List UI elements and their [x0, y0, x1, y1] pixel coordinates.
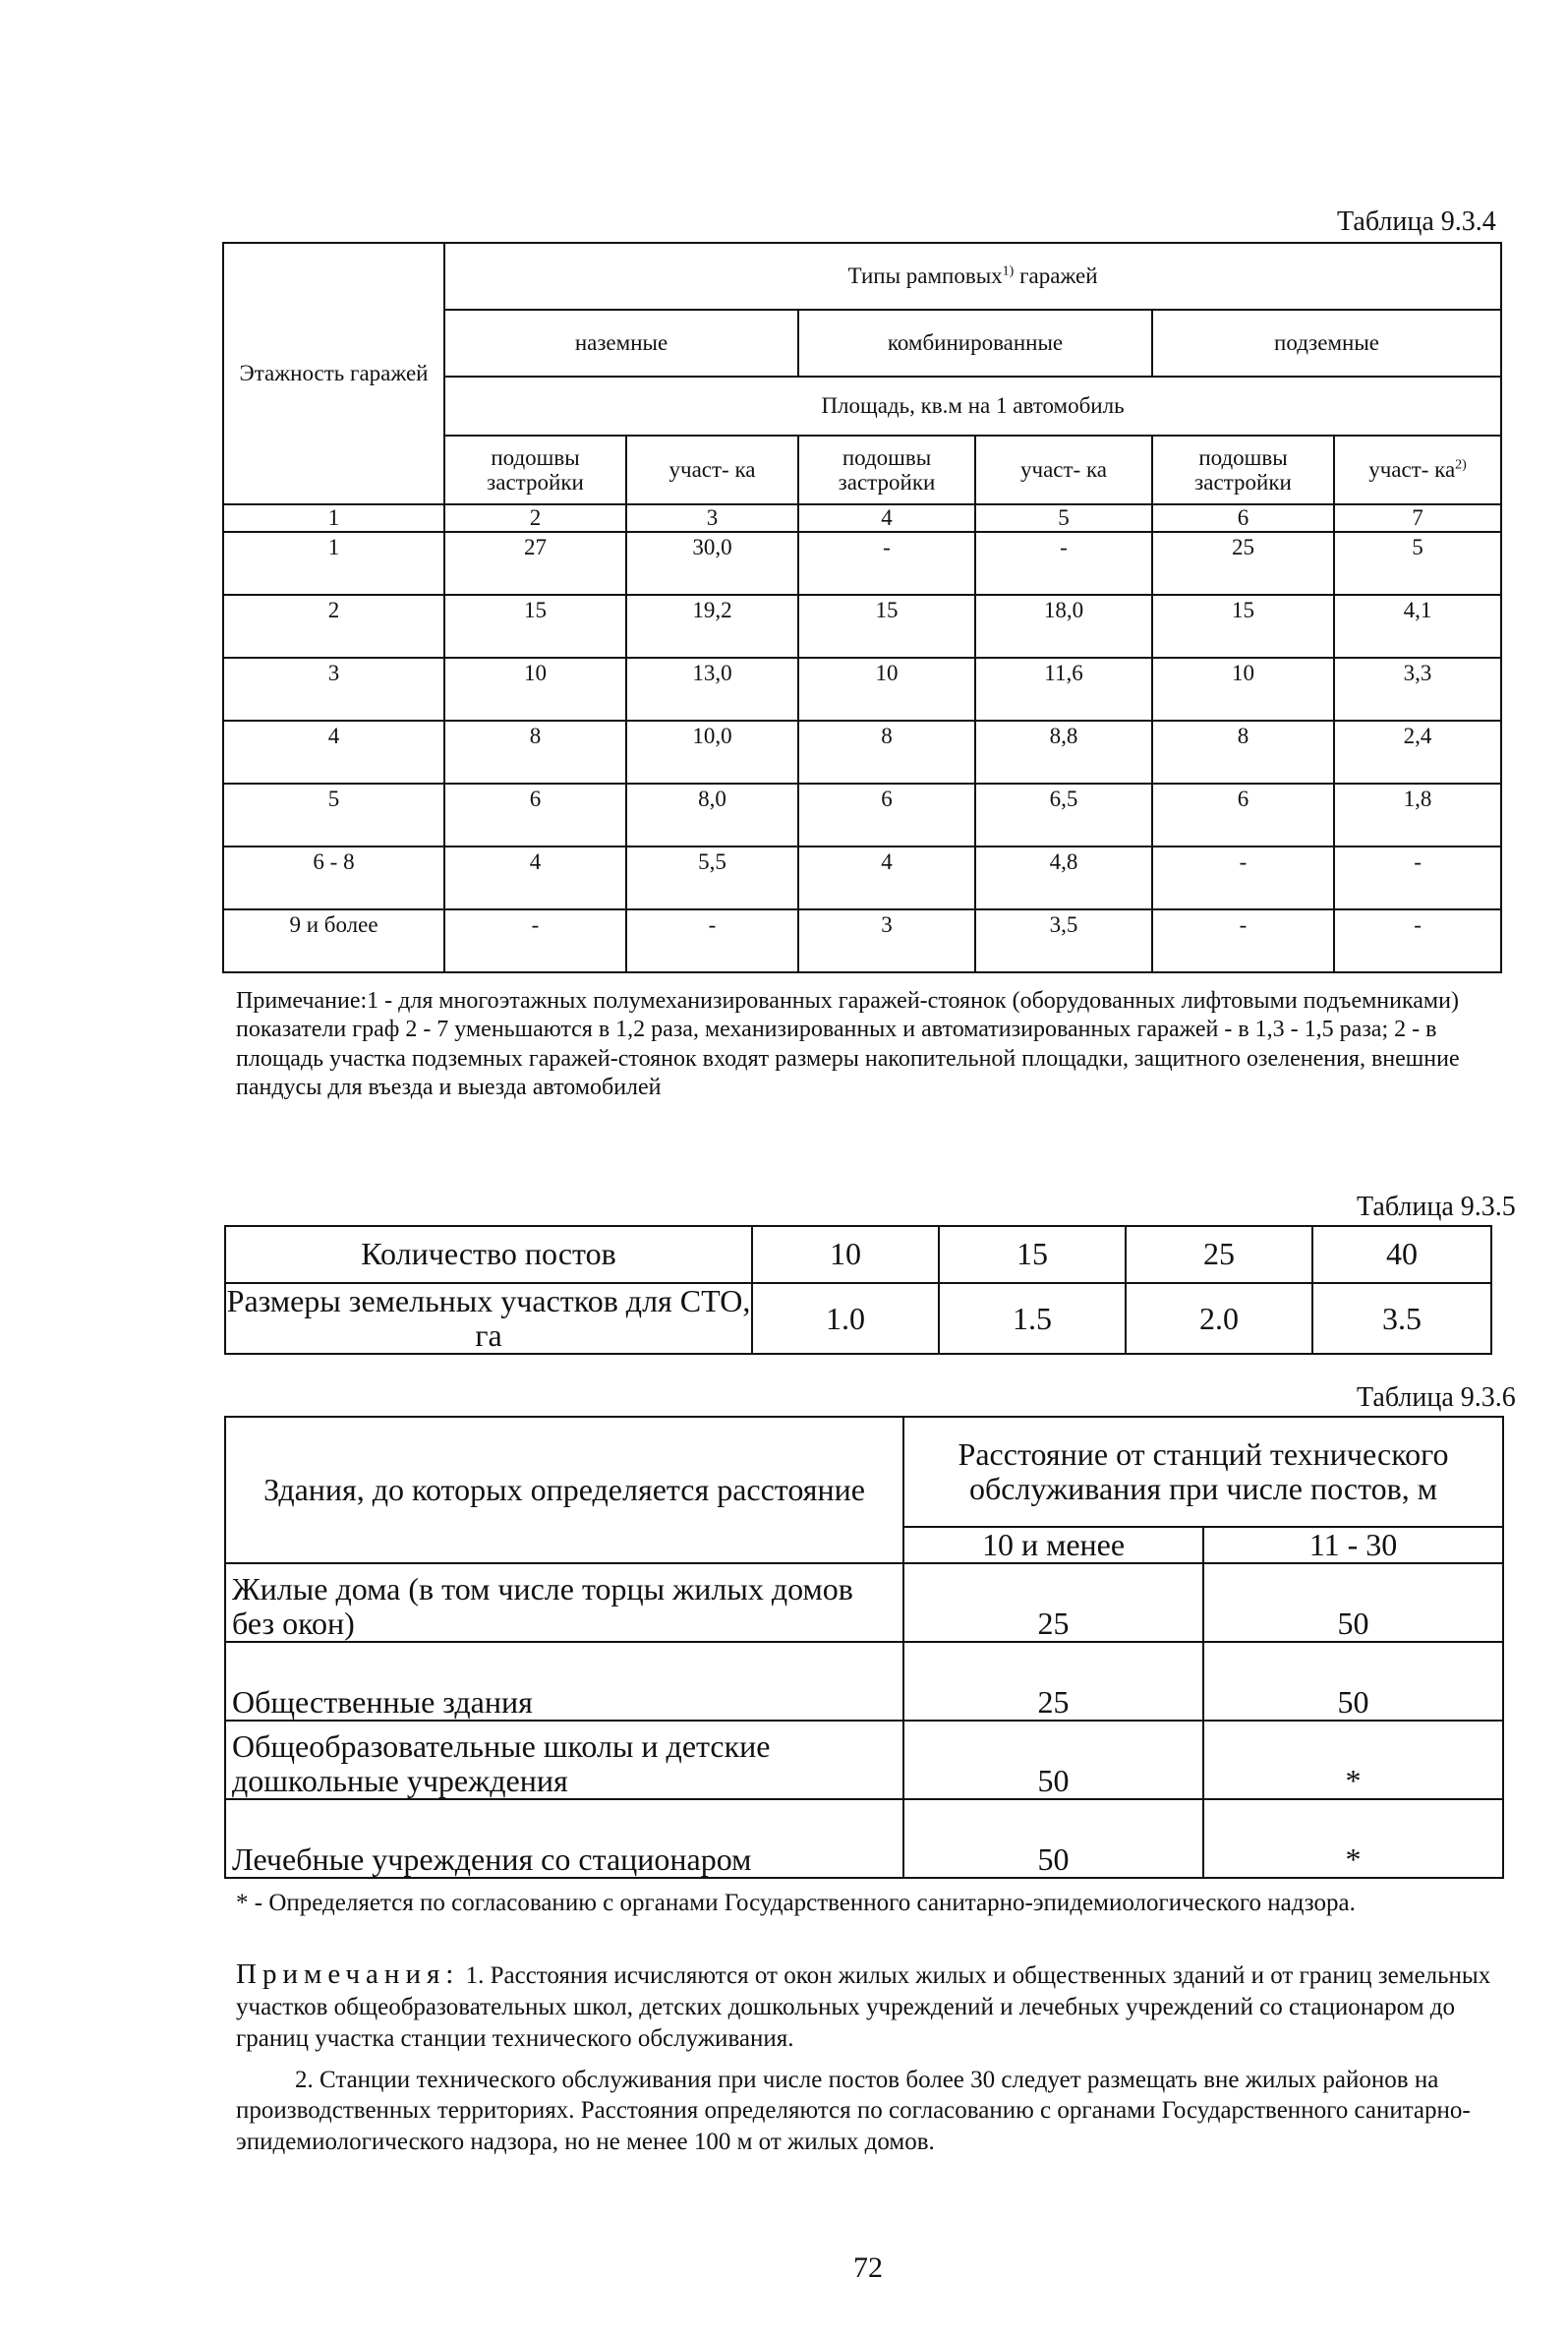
page-number: 72: [853, 2251, 883, 2284]
table-9-3-5: [224, 1225, 1492, 1355]
area-cell: 4,1: [1334, 595, 1501, 658]
area-cell: 10,0: [626, 721, 798, 784]
area-cell: 3: [798, 909, 975, 972]
area-cell: 6: [444, 784, 626, 847]
area-cell: 15: [1152, 595, 1334, 658]
table-row: [223, 847, 1501, 909]
area-cell: 13,0: [626, 658, 798, 721]
area-cell: 10: [1152, 658, 1334, 721]
table3-note1: [236, 1956, 1534, 2054]
ramp-types-tail: гаражей: [1019, 263, 1098, 289]
posts-count-value: 40: [1312, 1226, 1491, 1283]
area-cell: 4,8: [975, 847, 1152, 909]
area-cell: 1,8: [1334, 784, 1501, 847]
area-cell: 18,0: [975, 595, 1152, 658]
area-cell: 8,0: [626, 784, 798, 847]
note1-text: 1. Расстояния исчисляются от окон жилых жилых и общественных зданий и от границ земельных участков общеобразовательных школ, детских дошкольных учреждений и лечебных учреждений со стационаром до границ участка станции технического обслуживания.: [236, 1962, 1491, 2052]
area-cell: -: [1152, 847, 1334, 909]
column-number: 3: [626, 504, 798, 532]
notes-label: Примечания:: [236, 1958, 460, 1990]
storeys-cell: 9 и более: [223, 909, 444, 972]
distance-value: *: [1203, 1799, 1503, 1878]
area-cell: -: [626, 909, 798, 972]
table-row: [223, 532, 1501, 595]
table-row: [223, 909, 1501, 972]
table-row: [223, 721, 1501, 784]
table3-caption: Таблица 9.3.6: [1357, 1382, 1516, 1413]
table1-caption: Таблица 9.3.4: [1337, 206, 1496, 237]
distance-value: 50: [903, 1799, 1203, 1878]
sub-header-sup: 2): [1455, 457, 1467, 473]
area-cell: 25: [1152, 532, 1334, 595]
area-cell: -: [1334, 909, 1501, 972]
area-cell: 3,5: [975, 909, 1152, 972]
area-cell: -: [975, 532, 1152, 595]
storeys-cell: 4: [223, 721, 444, 784]
posts-count-value: 25: [1126, 1226, 1312, 1283]
column-number: 7: [1334, 504, 1501, 532]
table2-caption: Таблица 9.3.5: [1357, 1192, 1516, 1222]
table-9-3-6: [224, 1416, 1504, 1879]
column-number: 5: [975, 504, 1152, 532]
area-cell: -: [444, 909, 626, 972]
posts-count-value: 10: [752, 1226, 939, 1283]
area-cell: 8: [444, 721, 626, 784]
area-cell: -: [1334, 847, 1501, 909]
storeys-cell: 3: [223, 658, 444, 721]
plot-size-value: 1.5: [939, 1283, 1126, 1354]
buildings-header: Здания, до которых определяется расстояние: [225, 1417, 903, 1563]
distance-header: Расстояние от станций технического обслуживания при числе постов, м: [903, 1417, 1503, 1527]
table-row: [223, 658, 1501, 721]
sub-header: участ- ка: [626, 436, 798, 504]
column-number: 1: [223, 504, 444, 532]
area-cell: 27: [444, 532, 626, 595]
type-combined: комбинированные: [798, 310, 1152, 377]
distance-value: 25: [903, 1563, 1203, 1642]
ramp-types-label: Типы рамповых: [847, 263, 1003, 289]
sub-header: участ- ка: [975, 436, 1152, 504]
area-header: Площадь, кв.м на 1 автомобиль: [444, 377, 1501, 436]
area-cell: 5: [1334, 532, 1501, 595]
area-cell: 30,0: [626, 532, 798, 595]
table-9-3-4: [222, 242, 1502, 973]
sub-header-text: участ- ка: [1368, 457, 1456, 483]
area-cell: 11,6: [975, 658, 1152, 721]
column-number: 6: [1152, 504, 1334, 532]
area-cell: -: [798, 532, 975, 595]
area-cell: 4: [798, 847, 975, 909]
area-cell: 2,4: [1334, 721, 1501, 784]
table3-note2: 2. Станции технического обслуживания при числе постов более 30 следует размещать вне жилых районов на производственных территориях. Расстояния определяются по согласованию с органами Государственного санитарно-эпидемиологического надзора, но не менее 100 м от жилых домов.: [236, 2067, 1471, 2155]
posts-10-or-less-header: 10 и менее: [903, 1527, 1203, 1563]
area-cell: 8,8: [975, 721, 1152, 784]
sub-header: подошвы застройки: [798, 436, 975, 504]
table-row: [223, 595, 1501, 658]
type-underground: подземные: [1152, 310, 1501, 377]
area-cell: 10: [798, 658, 975, 721]
plot-size-value: 1.0: [752, 1283, 939, 1354]
column-number: 4: [798, 504, 975, 532]
storeys-cell: 5: [223, 784, 444, 847]
storeys-cell: 1: [223, 532, 444, 595]
distance-value: 50: [1203, 1563, 1503, 1642]
plot-size-value: 3.5: [1312, 1283, 1491, 1354]
storeys-cell: 2: [223, 595, 444, 658]
sub-header: подошвы застройки: [1152, 436, 1334, 504]
sub-header: подошвы застройки: [444, 436, 626, 504]
building-row-label: Общественные здания: [225, 1642, 903, 1721]
table-row: [223, 784, 1501, 847]
distance-value: 25: [903, 1642, 1203, 1721]
area-cell: 15: [798, 595, 975, 658]
area-cell: 4: [444, 847, 626, 909]
area-cell: 10: [444, 658, 626, 721]
table1-note: Примечание:1 - для многоэтажных полумеханизированных гаражей-стоянок (оборудованных лифтовыми подъемниками) показатели граф 2 - 7 уменьшаются в 1,2 раза, механизированных и автоматизированных гаражей - в 1,3 - 1,5 раза; 2 - в площадь участка подземных гаражей-стоянок входят размеры накопительной площадки, защитного озеленения, внешние пандусы для въезда и выезда автомобилей: [236, 988, 1460, 1100]
distance-value: 50: [1203, 1642, 1503, 1721]
area-cell: 19,2: [626, 595, 798, 658]
area-cell: 5,5: [626, 847, 798, 909]
type-ground: наземные: [444, 310, 798, 377]
building-row-label: Общеобразовательные школы и детские дошкольные учреждения: [225, 1721, 903, 1799]
sub-header: [1334, 436, 1501, 504]
building-row-label: Лечебные учреждения со стационаром: [225, 1799, 903, 1878]
ramp-types-header: [444, 243, 1501, 310]
area-cell: 8: [1152, 721, 1334, 784]
storeys-header: Этажность гаражей: [223, 243, 444, 504]
posts-count-label: Количество постов: [225, 1226, 752, 1283]
area-cell: 6: [798, 784, 975, 847]
distance-value: *: [1203, 1721, 1503, 1799]
area-cell: 3,3: [1334, 658, 1501, 721]
area-cell: 8: [798, 721, 975, 784]
ramp-types-sup: 1): [1002, 263, 1015, 279]
storeys-cell: 6 - 8: [223, 847, 444, 909]
area-cell: 6: [1152, 784, 1334, 847]
table3-footnote: * - Определяется по согласованию с органами Государственного санитарно-эпидемиологического надзора.: [236, 1890, 1356, 1916]
plot-size-label: Размеры земельных участков для СТО, га: [226, 1283, 751, 1354]
posts-count-value: 15: [939, 1226, 1126, 1283]
area-cell: -: [1152, 909, 1334, 972]
column-number: 2: [444, 504, 626, 532]
plot-size-value: 2.0: [1126, 1283, 1312, 1354]
posts-11-30-header: 11 - 30: [1203, 1527, 1503, 1563]
distance-value: 50: [903, 1721, 1203, 1799]
building-row-label: Жилые дома (в том числе торцы жилых домов без окон): [225, 1563, 903, 1642]
area-cell: 15: [444, 595, 626, 658]
area-cell: 6,5: [975, 784, 1152, 847]
